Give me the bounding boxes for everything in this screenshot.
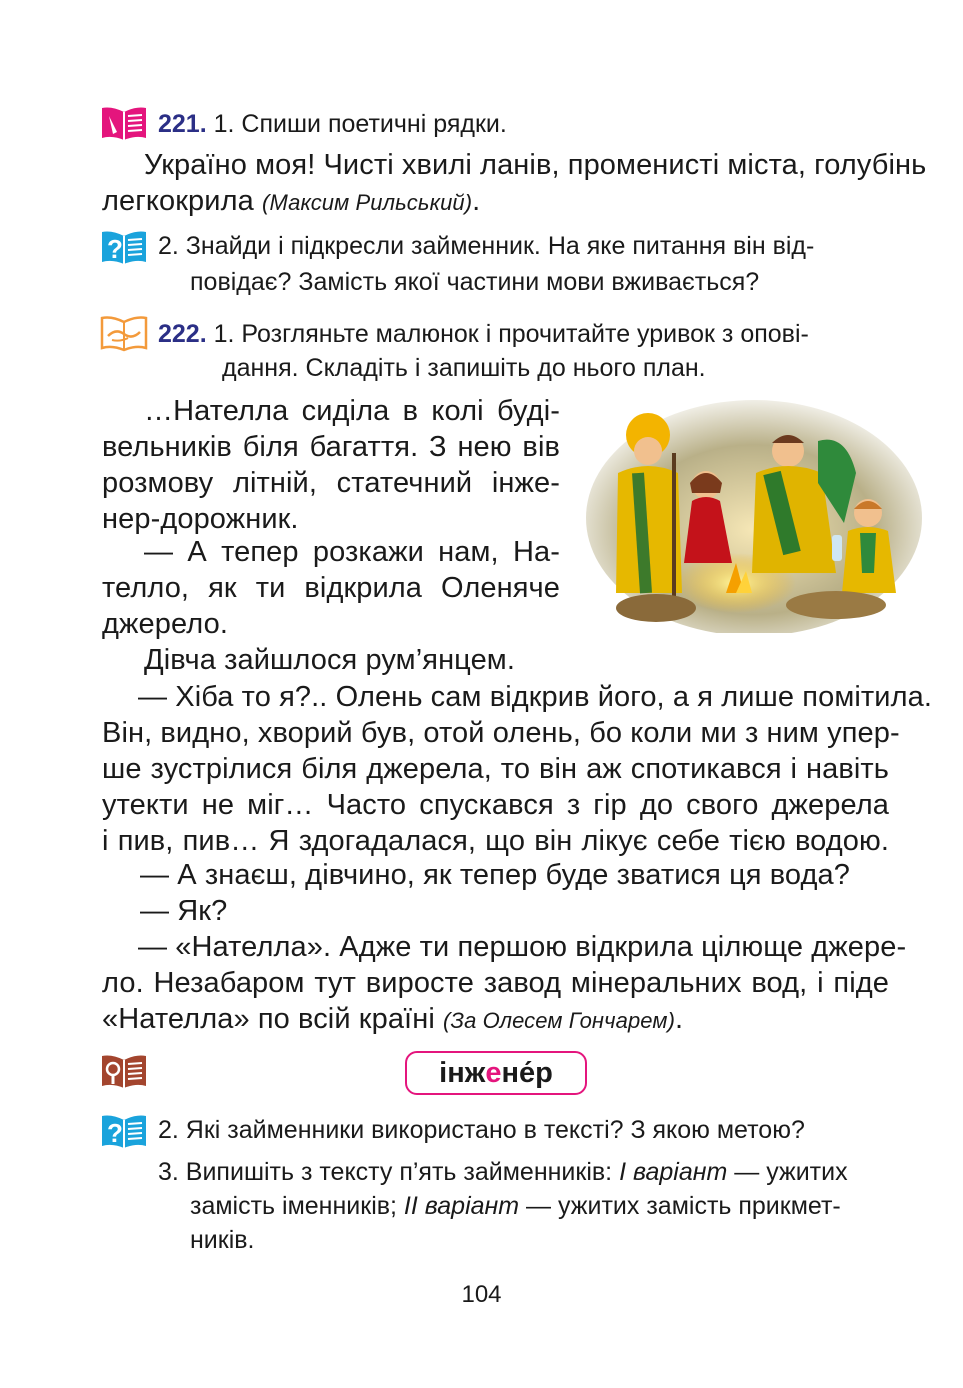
story-line: ло. Незабаром тут виросте завод мінеральних вод, і піде (102, 967, 889, 999)
story-paragraph (102, 929, 907, 1039)
quote-author: (Максим Рильський) (262, 190, 473, 215)
task-text: — ужитих (727, 1158, 848, 1186)
story-line: — А тепер розкажи нам, На- (144, 536, 560, 568)
story-text: «Нателла» по всій країні (102, 1003, 435, 1035)
task-text: — ужитих замість прикмет- (519, 1192, 841, 1220)
svg-text:?: ? (107, 234, 123, 264)
vocabulary-word-box (405, 1051, 587, 1095)
exercise-task: 1. Спиши поетичні рядки. (213, 110, 507, 138)
period: . (472, 185, 481, 217)
story-paragraph (102, 679, 932, 859)
story-line: — Хіба то я?.. Олень сам відкрив його, а я лише помітила. (138, 681, 932, 713)
story-line: вельників біля багаття. З нею вів (102, 431, 560, 463)
story-line: — «Нателла». Адже ти першою відкрила цілюще джере- (138, 931, 907, 963)
page-number: 104 (461, 1281, 502, 1308)
exercise-number: 222. (158, 320, 207, 348)
story-line: …Нателла сиділа в колі буді- (144, 395, 560, 427)
variant-label: ІІ варіант (403, 1192, 520, 1220)
quote-line (102, 183, 480, 221)
story-line: Він, видно, хворий був, отой олень, бо коли ми з ним упер- (102, 717, 900, 749)
story-line: розмову літній, статечний інже- (102, 467, 560, 499)
vocab-part: інж (439, 1056, 486, 1089)
question-icon (100, 228, 148, 266)
story-line: Дівча зайшлося рум’янцем. (144, 644, 515, 676)
task-text: замість іменників; (190, 1192, 404, 1220)
question-icon (100, 1112, 148, 1150)
story-line: телло, як ти відкрила Оленяче (102, 572, 560, 604)
vocab-part: не́р (501, 1056, 553, 1089)
story-line: — Як? (140, 895, 228, 927)
story-line: утекти не міг… Часто спускався з гір до свого джерела (102, 789, 889, 821)
task-line: 2. Знайди і підкресли займенник. На яке питання він від- (158, 232, 815, 260)
period: . (675, 1003, 684, 1035)
task-text: 3. Випишіть з тексту п’ять займенників: (158, 1158, 620, 1186)
story-source: (За Олесем Гончарем) (443, 1008, 675, 1033)
task-line (190, 1188, 841, 1224)
campfire-illustration (586, 393, 922, 633)
task-line: ників. (190, 1226, 255, 1254)
exercise-number: 221. (158, 110, 207, 138)
quote-text: легкокрила (102, 185, 254, 217)
variant-label: І варіант (619, 1158, 728, 1186)
story-line: і пив, пив… Я здогадалася, що він лікує себе тією водою. (102, 825, 889, 857)
task-line: повідає? Замість якої частини мови вживається? (190, 268, 760, 296)
quote-line: Україно моя! Чисті хвилі ланів, променисті міста, голубінь (144, 149, 927, 181)
exercise-221-header (158, 106, 507, 142)
write-task-icon (100, 104, 148, 142)
dictionary-icon (100, 1052, 148, 1090)
story-paragraph (102, 534, 560, 642)
story-line: нер-дорожник. (102, 503, 299, 535)
dialog-task-icon (100, 314, 148, 352)
story-line: джерело. (102, 608, 228, 640)
task-line: дання. Складіть і запишіть до нього план. (222, 354, 706, 382)
exercise-222-header (158, 316, 809, 352)
story-line (102, 1001, 889, 1039)
story-line: ше зустрілися біля джерела, то він аж спотикався і навіть (102, 753, 889, 785)
task-line (158, 1154, 848, 1190)
task-line: 2. Які займенники використано в тексті? З якою метою? (158, 1116, 805, 1144)
story-line: — А знаєш, дівчино, як тепер буде зватися ця вода? (140, 859, 851, 891)
story-paragraph (102, 393, 560, 537)
svg-text:?: ? (107, 1118, 123, 1148)
exercise-task: 1. Розгляньте малюнок і прочитайте уривок з опові- (213, 320, 809, 348)
vocab-highlight: е (485, 1056, 502, 1089)
